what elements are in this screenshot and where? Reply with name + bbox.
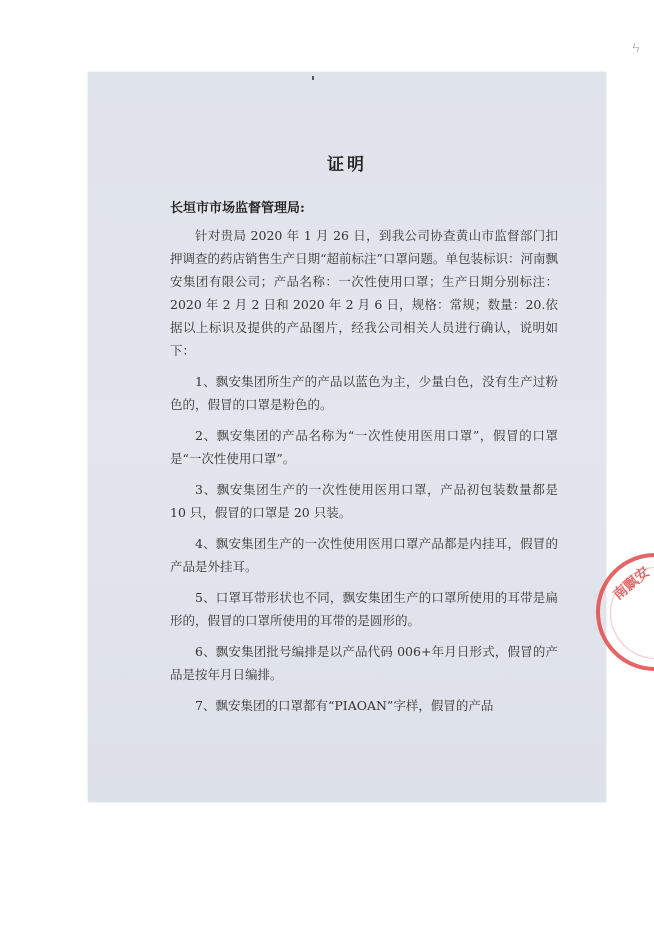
corner-mark: ㄣ bbox=[630, 40, 643, 54]
paragraph-item-5: 5、口罩耳带形状也不同，飘安集团生产的口罩所使用的耳带是扁形的，假冒的口罩所使用的耳带的是圆形的。 bbox=[170, 590, 558, 628]
paragraph-item-4: 4、飘安集团生产的一次性使用医用口罩产品都是内挂耳，假冒的产品是外挂耳。 bbox=[170, 536, 558, 574]
paragraph-item-2: 2、飘安集团的产品名称为“一次性使用医用口罩”，假冒的口罩是“一次性使用口罩”。 bbox=[170, 428, 558, 466]
paragraph-item-1: 1、飘安集团所生产的产品以蓝色为主，少量白色，没有生产过粉色的，假冒的口罩是粉色的。 bbox=[170, 374, 558, 412]
paragraph-intro: 针对贵局 2020 年 1 月 26 日，到我公司协查黄山市监督部门扣押调查的药店销售生产日期“超前标注”口罩问题。单包装标识：河南飘安集团有限公司；产品名称：一次性使用口罩；生产日期分别标注：2020 年 2 月 2 日和 2020 年 2 月 6 日，规格：常规；数量：20.依据以上标识及提供的产品图片，经我公司相关人员进行确认，说明如下： bbox=[170, 228, 558, 358]
addressee: 长垣市市场监督管理局: bbox=[170, 201, 305, 216]
scan-speck bbox=[312, 76, 314, 80]
paragraph-item-3: 3、飘安集团生产的一次性使用医用口罩，产品初包装数量都是 10 只，假冒的口罩是 20 只装。 bbox=[170, 482, 558, 520]
document-title: 证明 bbox=[327, 155, 367, 175]
paragraph-item-6: 6、飘安集团批号编排是以产品代码 006+年月日形式，假冒的产品是按年月日编排。 bbox=[170, 644, 558, 682]
paragraph-item-7: 7、飘安集团的口罩都有“PIAOAN”字样，假冒的产品 bbox=[195, 698, 494, 713]
document-body bbox=[170, 224, 558, 725]
seal-text: 南飘安 bbox=[610, 564, 653, 604]
document-page bbox=[88, 72, 606, 802]
